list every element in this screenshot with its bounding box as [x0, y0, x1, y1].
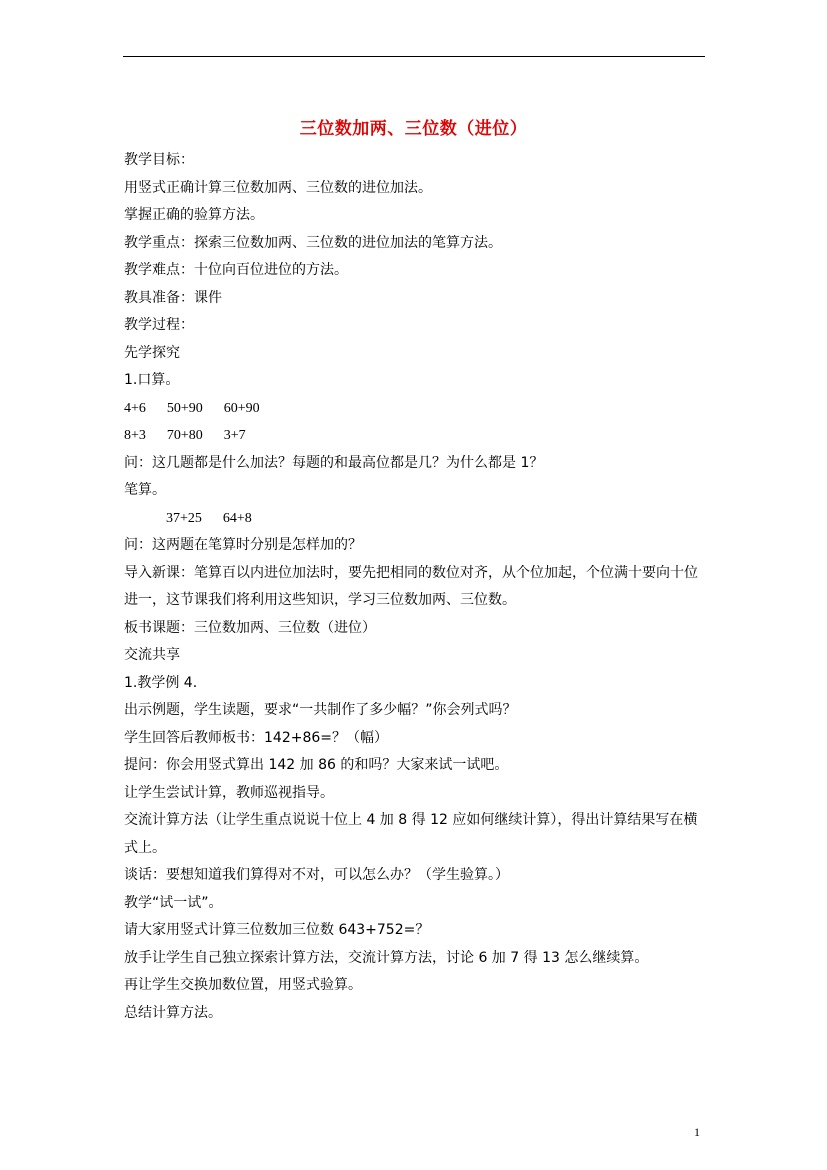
- text-line: 教学“试一试”。: [124, 894, 223, 911]
- text-line: 谈话：要想知道我们算得对不对，可以怎么办？（学生验算。）: [124, 867, 509, 883]
- page-number: 1: [694, 1125, 700, 1139]
- text-line: 再让学生交换加数位置，用竖式验算。: [124, 977, 362, 993]
- text-line: 板书课题：三位数加两、三位数（进位）: [124, 619, 376, 636]
- text-line: 出示例题，学生读题，要求“一共制作了多少幅？”你会列式吗？: [124, 702, 517, 718]
- text-line: 掌握正确的验算方法。: [124, 207, 264, 223]
- text-line: 交流共享: [124, 647, 180, 663]
- text-line: 教学过程：: [124, 317, 194, 333]
- text-line: 4+6 50+90 60+90: [124, 400, 260, 416]
- text-line: 提问：你会用竖式算出 142 加 86 的和吗？大家来试一试吧。: [124, 757, 509, 773]
- text-line: 总结计算方法。: [124, 1004, 222, 1021]
- text-line: 交流计算方法（让学生重点说说十位上 4 加 8 得 12 应如何继续计算），得出计算结果写在横式上。: [124, 812, 698, 856]
- text-line: 问：这两题在笔算时分别是怎样加的？: [124, 537, 362, 553]
- document-title: 三位数加两、三位数（进位）: [299, 119, 528, 139]
- text-line: 让学生尝试计算，教师巡视指导。: [124, 784, 334, 801]
- text-line: 教学目标：: [124, 152, 194, 168]
- text-line: 笔算。: [124, 482, 166, 498]
- text-line: 1.口算。: [124, 372, 180, 388]
- text-line: 教学难点：十位向百位进位的方法。: [124, 262, 348, 278]
- document-body: [124, 147, 709, 1027]
- text-line: 学生回答后教师板书：142+86=？（幅）: [124, 729, 388, 746]
- text-line: 导入新课：笔算百以内进位加法时，要先把相同的数位对齐，从个位加起，个位满十要向十位进一，这节课我们将利用这些知识，学习三位数加两、三位数。: [124, 564, 698, 608]
- text-line: 用竖式正确计算三位数加两、三位数的进位加法。: [124, 179, 432, 196]
- text-line: 1.教学例 4.: [124, 674, 198, 691]
- text-line: 教学重点：探索三位数加两、三位数的进位加法的笔算方法。: [124, 234, 502, 251]
- text-line: 请大家用竖式计算三位数加三位数 643+752=？: [124, 922, 430, 938]
- text-line: 问：这几题都是什么加法？每题的和最高位都是几？为什么都是 1？: [124, 454, 544, 471]
- text-line: 8+3 70+80 3+7: [124, 428, 246, 443]
- text-line: 放手让学生自己独立探索计算方法，交流计算方法，讨论 6 加 7 得 13 怎么继续算。: [124, 949, 649, 966]
- text-line: 先学探究: [124, 344, 180, 361]
- header-rule: [123, 56, 705, 57]
- text-line: 37+25 64+8: [124, 510, 252, 526]
- text-line: 教具准备：课件: [124, 289, 222, 306]
